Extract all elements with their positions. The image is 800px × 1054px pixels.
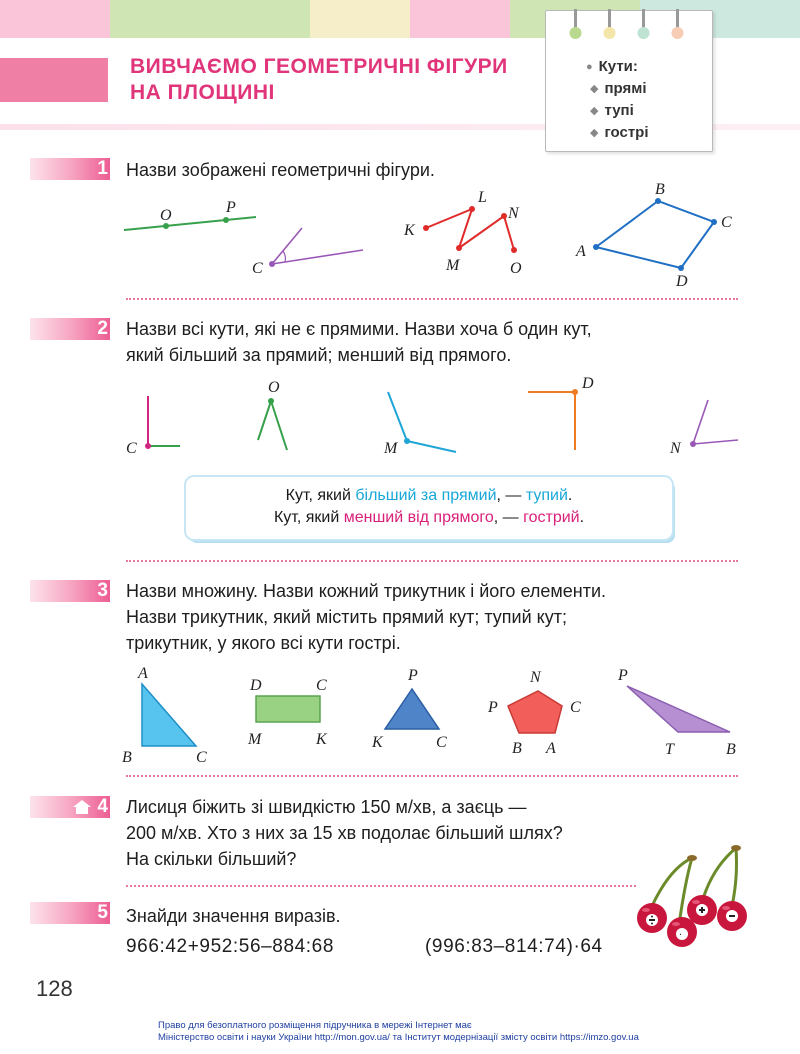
header-stripe-pink (0, 0, 110, 38)
label-a2: A (546, 740, 556, 757)
point-k (423, 225, 429, 231)
label-c4: C (570, 699, 581, 716)
angle-o-ray-2 (271, 401, 287, 450)
angle-c-ray-1 (272, 228, 302, 264)
home-icon (72, 799, 92, 815)
header-stripe-cream (310, 0, 410, 38)
notepad-ring-3 (638, 9, 650, 45)
task-number-badge (30, 158, 110, 180)
label-o: O (268, 379, 280, 396)
task-number: 2 (97, 318, 108, 339)
vertex-n (690, 441, 696, 447)
notepad-card (545, 10, 713, 152)
label-d: D (250, 677, 262, 694)
lesson-title-line1: ВИВЧАЄМО ГЕОМЕТРИЧНІ ФІГУРИ (130, 55, 508, 78)
task-1-text: Назви зображені геометричні фігури. (126, 160, 435, 180)
line-op (124, 217, 256, 230)
label-c2: C (316, 677, 327, 694)
vertex-c (145, 443, 151, 449)
triangle-pkc (385, 689, 439, 729)
label-m: M (446, 257, 460, 274)
page-number: 128 (36, 976, 73, 1001)
label-k: K (316, 731, 327, 748)
label-t: T (665, 741, 674, 758)
task-4-text: Лисиця біжить зі швидкістю 150 м/хв, а заєць — 200 м/хв. Хто з них за 15 хв подолає більший шлях? На скільки більший? (126, 797, 563, 869)
label-b2: B (512, 740, 522, 757)
dotted-separator (126, 560, 738, 562)
header-stripe-pink-2 (410, 0, 510, 38)
rule-line-1: Кут, який більший за прямий, — тупий. (285, 487, 573, 504)
angle-c-arc (283, 251, 285, 262)
point-a (593, 244, 599, 250)
vertex-d (572, 389, 578, 395)
title-accent-bar (0, 58, 108, 102)
cherries-illustration (620, 838, 760, 958)
expression-2: (996:83–814:74)·64 (425, 936, 603, 957)
bullet-diamond-icon: ◆ (590, 83, 599, 95)
task-number: 1 (97, 158, 108, 179)
angle-n-ray-1 (693, 400, 708, 444)
task-3-text: Назви множину. Назви кожний трикутник і його елементи. Назви трикутник, який містить прямий кут; тупий кут; трикутник, у якого всі кути гострі. (126, 581, 606, 653)
label-c3: C (436, 734, 447, 751)
rule-line-2: Кут, який менший від прямого, — гострий. (273, 509, 585, 526)
notepad-list (586, 56, 649, 144)
bullet-diamond-icon: ◆ (590, 127, 599, 139)
angle-m-ray-1 (388, 392, 407, 441)
label-a: A (138, 665, 148, 682)
task-2-text: Назви всі кути, які не є прямими. Назви хоча б один кут, який більший за прямий; менший від прямого. (126, 319, 592, 365)
polyline-klmno (426, 209, 514, 250)
task-number-badge (30, 902, 110, 924)
label-n: N (670, 440, 681, 457)
label-b: B (122, 749, 132, 766)
task-number-badge (30, 796, 110, 818)
point-c (269, 261, 275, 267)
point-o2 (511, 247, 517, 253)
label-a: A (576, 243, 586, 260)
label-n: N (530, 669, 541, 686)
lesson-title-line2: НА ПЛОЩИНІ (130, 81, 275, 104)
point-p (223, 217, 229, 223)
bullet-dot-icon: ● (586, 61, 593, 73)
notepad-ring-4 (672, 9, 684, 45)
task-number-badge (30, 580, 110, 602)
dotted-separator (126, 885, 636, 887)
angle-o-ray-1 (258, 401, 271, 440)
rule-box (186, 477, 672, 539)
label-n: N (508, 205, 519, 222)
notepad-ring-1 (570, 9, 582, 45)
point-n (501, 213, 507, 219)
label-b3: B (726, 741, 736, 758)
point-l (469, 206, 475, 212)
notepad-ring-2 (604, 9, 616, 45)
label-d: D (676, 273, 688, 290)
task-number-badge (30, 318, 110, 340)
svg-text:·: · (679, 930, 683, 941)
triangle-abc (142, 684, 196, 746)
label-c: C (126, 440, 137, 457)
label-m: M (248, 731, 262, 748)
expression-1: 966:42+952:56–884:68 (126, 936, 335, 957)
angle-n-ray-2 (693, 440, 738, 444)
vertex-o (268, 398, 274, 404)
label-c: C (196, 749, 207, 766)
task-number: 4 (97, 796, 108, 817)
task-number: 5 (97, 902, 108, 923)
label-l: L (478, 189, 487, 206)
point-b (655, 198, 661, 204)
quad-abcd (596, 201, 714, 268)
point-m (456, 245, 462, 251)
label-o: O (160, 207, 172, 224)
header-stripe-green (110, 0, 310, 38)
label-m: M (384, 440, 398, 457)
pentagon-ncabp (508, 691, 562, 733)
task-5-text: Знайди значення виразів. (126, 906, 341, 926)
footer-note: Право для безоплатного розміщення підручника в мережі Інтернет має Міністерство освіти і науки України http://mon.gov.ua/ та Інститут модернізації змісту освіти https://imzo.gov.ua (158, 1020, 639, 1043)
label-c: C (252, 260, 263, 277)
dotted-separator (126, 775, 738, 777)
lesson-title (130, 54, 508, 106)
label-k: K (404, 222, 415, 239)
label-p: P (226, 199, 236, 216)
label-o3: O (510, 260, 522, 277)
notepad-item: ◆ тупі (590, 102, 634, 119)
label-p: P (408, 667, 418, 684)
task-1-figures (0, 180, 800, 290)
angle-m-ray-2 (407, 441, 456, 452)
notepad-heading: ● Кути: (586, 58, 638, 75)
label-b: B (655, 181, 665, 198)
dotted-separator (126, 298, 738, 300)
vertex-m (404, 438, 410, 444)
notepad-item: ◆ прямі (590, 80, 647, 97)
task-2-angles (0, 370, 800, 470)
label-c3: C (721, 214, 732, 231)
label-p2: P (488, 699, 498, 716)
label-d: D (582, 375, 594, 392)
rectangle-dckm (256, 696, 320, 722)
task-3-shapes (0, 660, 800, 770)
notepad-item: ◆ гострі (590, 124, 649, 141)
label-k2: K (372, 734, 383, 751)
label-p3: P (618, 667, 628, 684)
point-d (678, 265, 684, 271)
task-number: 3 (97, 580, 108, 601)
bullet-diamond-icon: ◆ (590, 105, 599, 117)
triangle-ptb (627, 686, 730, 732)
point-c2 (711, 219, 717, 225)
